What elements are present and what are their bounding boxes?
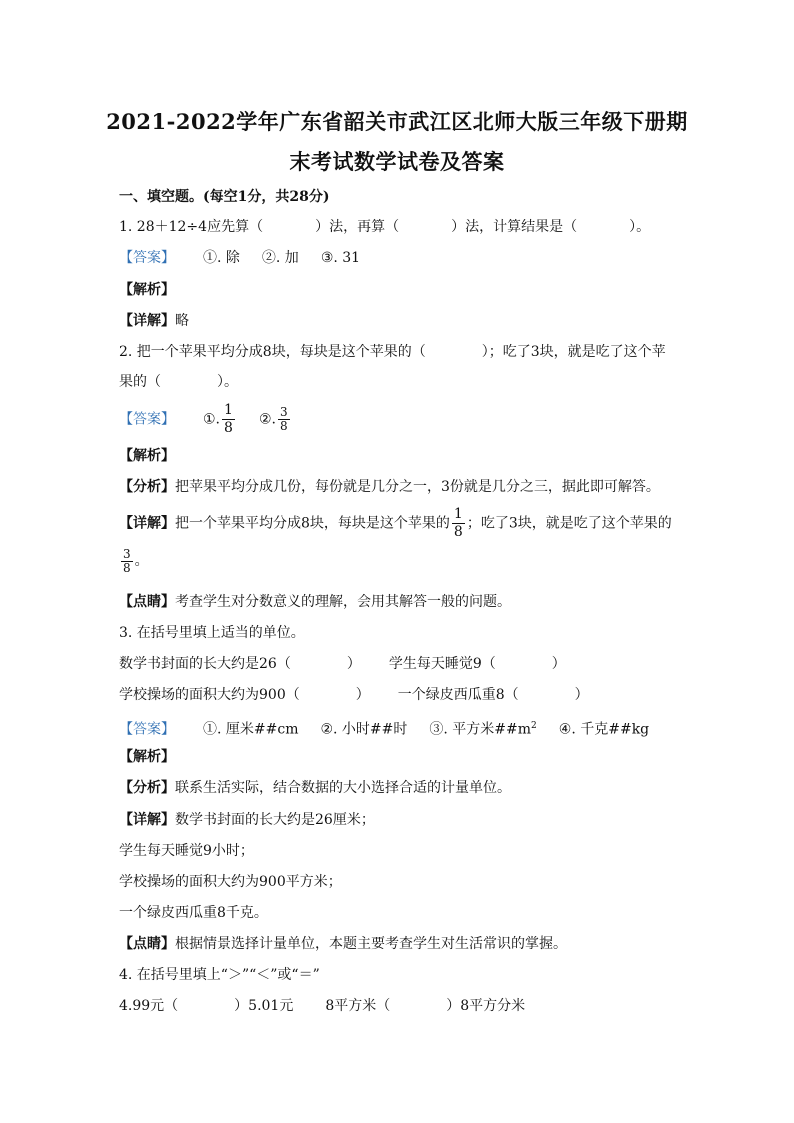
- fenxi-tag: 【分析】: [119, 479, 175, 495]
- question-3-detail: [119, 810, 375, 830]
- answer-item: ③. 平方米##m: [429, 721, 532, 738]
- question-2-stem-line2: [119, 372, 238, 392]
- answer-item: ②. 加: [261, 250, 299, 266]
- fraction-three-eighths: $\frac{3}{8}$: [123, 546, 131, 575]
- answer-item: ④. 千克##kg: [558, 721, 650, 738]
- fenxi-text: 把苹果平均分成几份，每份就是几分之一，3份就是几分之三，据此即可解答。: [175, 479, 660, 495]
- question-3-fenxi: [119, 778, 511, 798]
- detail-tag: 【详解】: [119, 313, 175, 329]
- analysis-tag: 【解析】: [119, 749, 175, 765]
- answer-item: ③. 31: [320, 250, 361, 266]
- q3-item: ）: [574, 687, 589, 703]
- question-3-answer: [119, 716, 649, 740]
- q3-item: 学生每天睡觉9（: [388, 656, 496, 672]
- detail-tag: 【详解】: [119, 812, 175, 828]
- detail-text: 把一个苹果平均分成8块，每块是这个苹果的: [175, 515, 450, 532]
- question-2-fenxi: [119, 477, 660, 497]
- q4-item: ）8平方分米: [446, 998, 526, 1014]
- detail-text: ；吃了3块，就是吃了这个苹果的: [466, 515, 672, 532]
- question-1-stem: [119, 217, 650, 237]
- answer-tag: 【答案】: [119, 250, 175, 266]
- question-2-stem-line1: [119, 342, 666, 362]
- q3-item: ）: [551, 656, 566, 672]
- question-2-detail: [119, 506, 672, 541]
- fraction-three-eighths: $\frac{3}{8}$: [279, 405, 288, 433]
- q2-stem-part: ）；吃了3块，就是吃了这个苹: [481, 344, 666, 360]
- question-3-row1: [119, 654, 566, 674]
- dianjing-tag: 【点睛】: [119, 594, 175, 610]
- q2-stem-part: 果的（: [119, 374, 161, 390]
- answer-item-label: ①.: [203, 411, 221, 428]
- q1-stem-part: ）法，计算结果是（: [451, 219, 578, 235]
- fenxi-tag: 【分析】: [119, 780, 175, 796]
- answer-item: ②. 小时##时: [320, 721, 408, 738]
- q4-item: 8平方米（: [325, 998, 391, 1014]
- answer-item: ①. 厘米##cm: [203, 721, 299, 738]
- page-title-line2: 末考试数学试卷及答案: [289, 149, 505, 174]
- fraction-one-eighth: $\frac{1}{8}$: [224, 402, 233, 436]
- q3-item: 一个绿皮西瓜重8（: [397, 687, 519, 703]
- q2-stem-part: ）。: [217, 374, 238, 390]
- analysis-tag: 【解析】: [119, 448, 175, 464]
- page-title-line1: 2021-2022学年广东省韶关市武江区北师大版三年级下册期: [106, 109, 688, 134]
- q4-item: 4.99元（: [119, 998, 179, 1014]
- q1-stem-part: ）法，再算（: [315, 219, 400, 235]
- question-3-dianjing: [119, 934, 567, 954]
- detail-text: 学校操场的面积大约为900平方米；: [119, 874, 342, 890]
- q3-item: ）: [346, 656, 361, 672]
- answer-item: ①. 除: [203, 250, 240, 266]
- dianjing-tag: 【点睛】: [119, 936, 175, 952]
- answer-tag: 【答案】: [119, 411, 175, 428]
- answer-tag: 【答案】: [119, 721, 175, 738]
- answer-item-label: ②.: [258, 411, 276, 428]
- detail-text: 数学书封面的长大约是26厘米；: [175, 812, 375, 828]
- question-4-row1: [119, 996, 525, 1016]
- analysis-tag: 【解析】: [119, 282, 175, 298]
- superscript: 2: [531, 721, 537, 731]
- question-3-row2: [119, 685, 589, 705]
- detail-tag: 【详解】: [119, 515, 175, 532]
- detail-text: 略: [175, 313, 189, 329]
- dianjing-text: 考查学生对分数意义的理解，会用其解答一般的问题。: [175, 594, 511, 610]
- question-4-stem: 4. 在括号里填上“＞”“＜”或“＝”: [119, 967, 320, 983]
- detail-text: 学生每天睡觉9小时；: [119, 843, 254, 859]
- question-1-answer: [119, 248, 360, 268]
- question-2-dianjing: [119, 592, 511, 612]
- q1-stem-part: 1. 28＋12÷4应先算（: [119, 219, 264, 235]
- question-2-detail-cont: [119, 546, 149, 576]
- question-3-stem: 3. 在括号里填上适当的单位。: [119, 625, 305, 641]
- q3-item: ）: [355, 687, 370, 703]
- detail-text: 一个绿皮西瓜重8千克。: [119, 905, 268, 921]
- question-2-answer: [119, 402, 292, 437]
- detail-text: 。: [134, 553, 149, 569]
- q3-item: 学校操场的面积大约为900（: [119, 687, 300, 703]
- q1-stem-part: ）。: [629, 219, 651, 235]
- fenxi-text: 联系生活实际，结合数据的大小选择合适的计量单位。: [175, 780, 511, 796]
- section-heading: 一、填空题。(每空1分，共28分): [119, 189, 330, 205]
- q2-stem-part: 2. 把一个苹果平均分成8块，每块是这个苹果的（: [119, 344, 426, 360]
- q4-item: ）5.01元: [234, 998, 294, 1014]
- dianjing-text: 根据情景选择计量单位，本题主要考查学生对生活常识的掌握。: [175, 936, 567, 952]
- fraction-one-eighth: $\frac{1}{8}$: [453, 506, 463, 540]
- q3-item: 数学书封面的长大约是26（: [119, 656, 291, 672]
- question-1-detail: [119, 311, 189, 331]
